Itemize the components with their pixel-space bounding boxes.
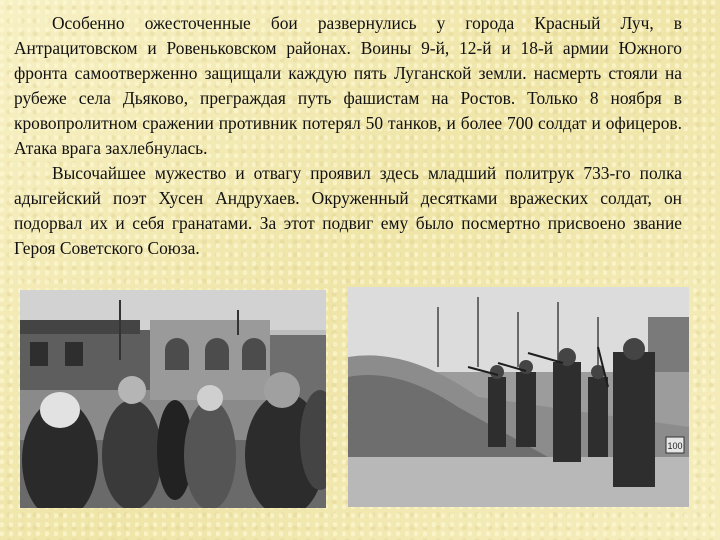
photo-villagers-crowd [20,290,326,508]
photo-firing-squad-graphic [348,287,689,507]
photo-villagers-crowd-graphic [20,290,326,508]
paragraph-2: Высочайшее мужество и отвагу проявил здесь младший политрук 733-го полка адыгейский поэт Хусен Андрухаев. Окруженный десятками вражеских солдат, он подорвал их и себя гранатами. За этот подвиг ему было посмертно присвоено звание Героя Советского Союза. [14,163,682,258]
text-block [14,11,682,261]
sign-number: 100 [667,441,683,451]
photo-firing-squad [348,287,689,507]
paragraph-1: Особенно ожесточенные бои развернулись у города Красный Луч, в Антрацитовском и Ровеньковском районах. Воины 9-й, 12-й и 18-й армии Южного фронта самоотверженно защищали каждую пять Луганской земли. насмерть стояли на рубеже села Дьяково, преграждая путь фашистам на Ростов. Только 8 ноября в кровопролитном сражении противник потерял 50 танков, и более 700 солдат и офицеров. Атака врага захлебнулась. [14,13,682,158]
